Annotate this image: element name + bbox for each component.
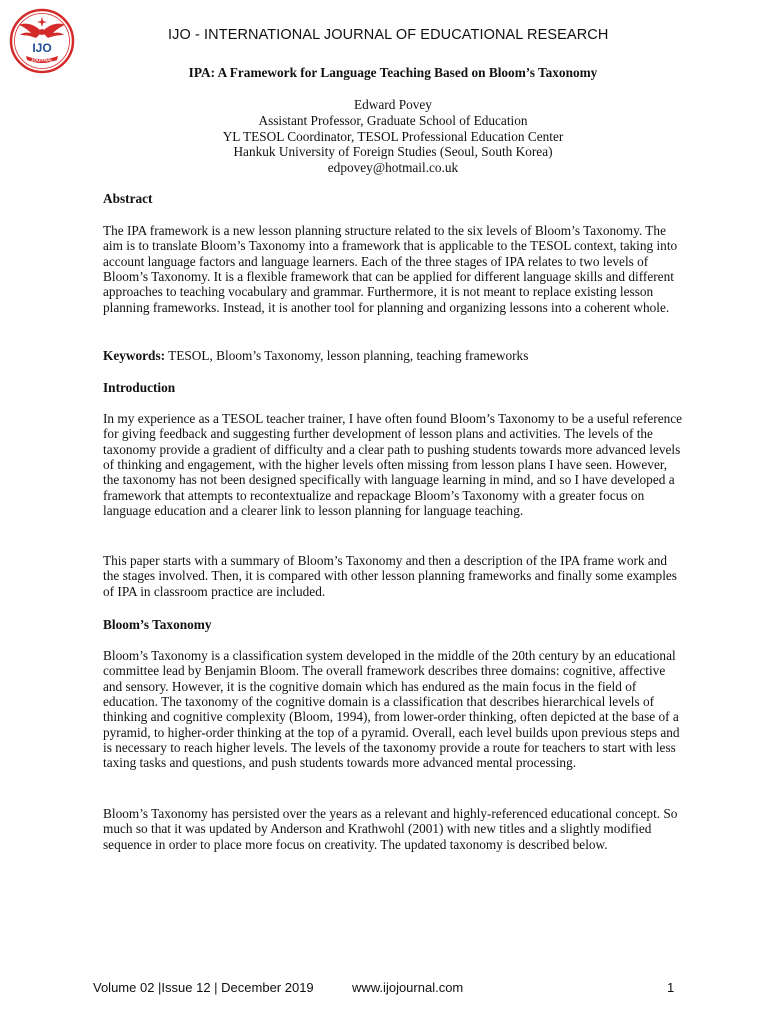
introduction-paragraph-1: In my experience as a TESOL teacher trainer, I have often found Bloom’s Taxonomy to be a useful reference for giving feedback and suggesting further development of lesson plans and activities. The levels of the taxonomy provide a gradient of difficulty and a clear path to pushing students towards more advanced levels of thinking and engagement, with the higher levels often missing from lesson plans I have seen. However, the taxonomy has not been designed specifically with language learning in mind, and so I have developed a framework that attempts to recontextualize and repackage Bloom’s Taxonomy with a greater focus on language education and a clearer link to lesson planning for language teaching. (103, 411, 683, 519)
introduction-heading: Introduction (103, 380, 176, 395)
introduction-paragraph-2: This paper starts with a summary of Bloom’s Taxonomy and then a description of the IPA frame work and the stages involved. Then, it is compared with other lesson planning frameworks and finally some examples of IPA in classroom practice are included. (103, 553, 677, 599)
footer-issue: Volume 02 |Issue 12 | December 2019 (93, 980, 314, 995)
blooms-taxonomy-paragraph-2: Bloom’s Taxonomy has persisted over the years as a relevant and highly-referenced educational concept. So much so that it was updated by Anderson and Krathwohl (2001) with new titles and a slightly modified sequence in order to place more focus on creativity. The updated taxonomy is described below. (103, 806, 678, 852)
blooms-taxonomy-heading: Bloom’s Taxonomy (103, 617, 212, 632)
author-block (103, 97, 683, 176)
paper-title: IPA: A Framework for Language Teaching Based on Bloom’s Taxonomy (188, 65, 598, 80)
blooms-taxonomy-paragraph-1: Bloom’s Taxonomy is a classification system developed in the middle of the 20th century by an educational committee lead by Benjamin Bloom. The overall framework describes three domains: cognitive, affective and sensory. However, it is the cognitive domain which has endured as the main focus in the field of education. The taxonomy of the cognitive domain is a classification that describes hierarchical levels of thinking and cognitive complexity (Bloom, 1994), from lower-order thinking, often depicted at the base of a pyramid, to higher-order thinking at the top of a pyramid. Overall, each level builds upon previous steps and is necessary to reach higher levels. The levels of the taxonomy provide a route for teachers to start with less taxing tasks and questions, and push students towards more advanced mental processing. (103, 648, 680, 771)
journal-logo (9, 8, 75, 74)
author-role: YL TESOL Coordinator, TESOL Professional Education Center (222, 128, 564, 144)
author-name: Edward Povey (354, 97, 432, 112)
abstract-heading: Abstract (103, 191, 153, 206)
page-number: 1 (667, 980, 675, 995)
footer-website[interactable]: www.ijojournal.com (352, 980, 464, 995)
author-affiliation: Hankuk University of Foreign Studies (Seoul, South Korea) (233, 144, 553, 160)
logo-subtext: JOURNAL (30, 57, 54, 63)
logo-text: IJO (32, 41, 52, 55)
author-email: edpovey@hotmail.co.uk (327, 160, 459, 176)
journal-title: IJO - INTERNATIONAL JOURNAL OF EDUCATIONAL RESEARCH (168, 27, 609, 43)
author-position: Assistant Professor, Graduate School of Education (258, 112, 528, 128)
abstract-text: The IPA framework is a new lesson planning structure related to the six levels of Bloom’s Taxonomy. The aim is to translate Bloom’s Taxonomy into a framework that is applicable to the TESOL context, taking into account language factors and language learners. Each of the three stages of IPA relates to two levels of Bloom’s Taxonomy. It is a flexible framework that can be applied for different language skills and different approaches to teaching vocabulary and grammar. Furthermore, it is not meant to replace existing lesson planning frameworks. Instead, it is another tool for planning and organizing lessons into a coherent whole. (103, 223, 678, 315)
keywords-label: Keywords: (103, 348, 166, 363)
keywords-list: TESOL, Bloom’s Taxonomy, lesson planning, teaching frameworks (165, 348, 529, 363)
keywords (103, 348, 683, 364)
